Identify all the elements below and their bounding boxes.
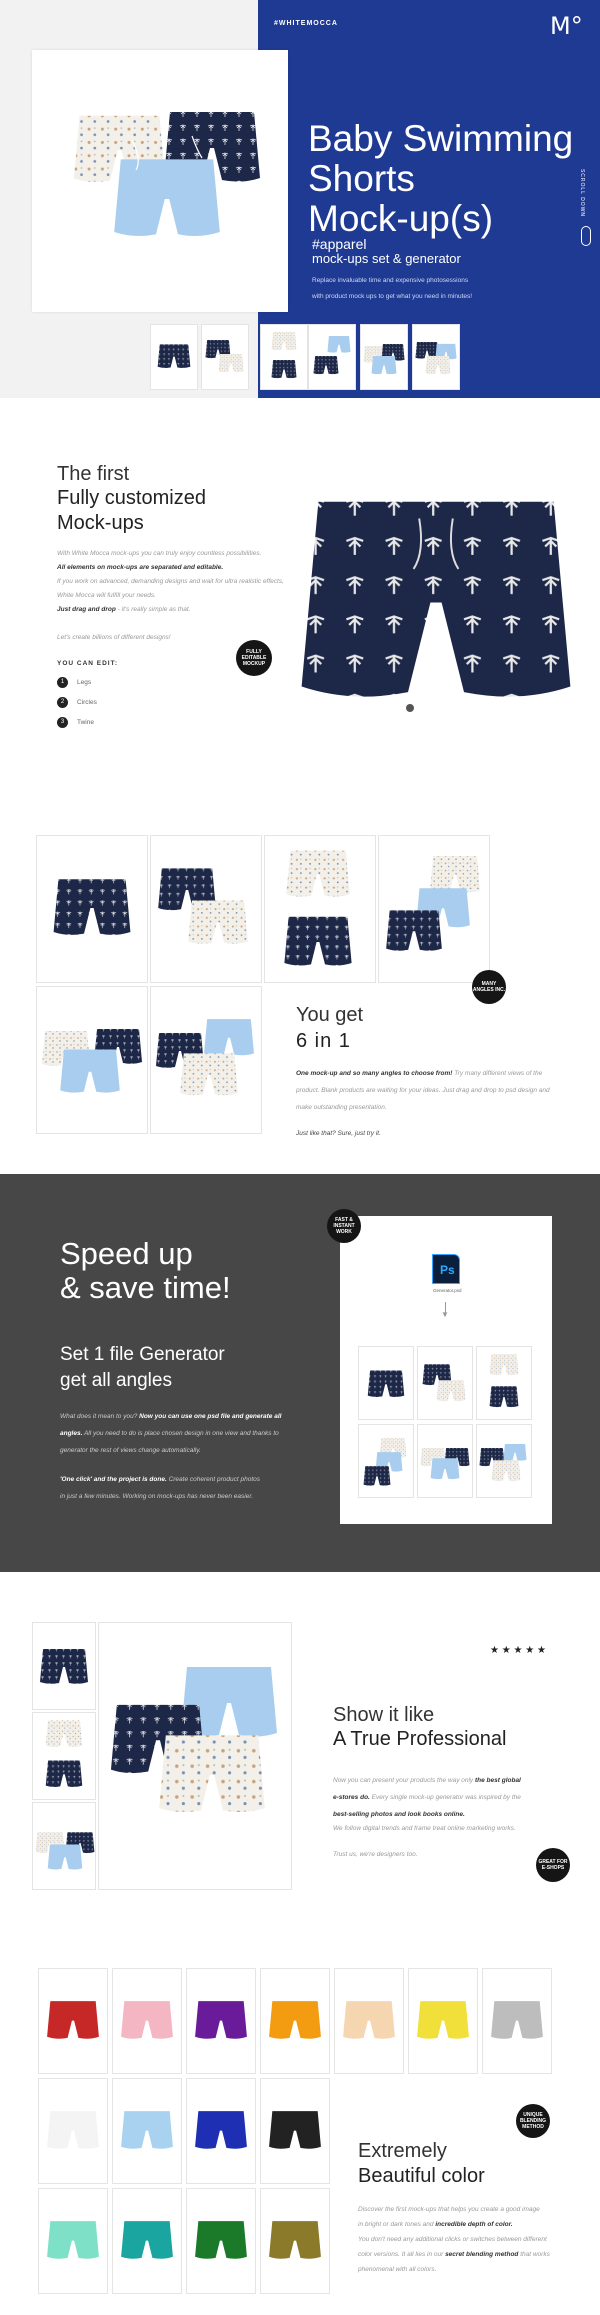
row3-swatch-1[interactable]	[38, 2188, 108, 2294]
angle-cell-3[interactable]	[264, 835, 376, 983]
speed-p1	[60, 1413, 281, 1420]
gen-cell-3[interactable]	[476, 1346, 532, 1420]
custom-navy-shorts-image	[296, 490, 576, 715]
slider-dot[interactable]	[406, 704, 414, 712]
angle-cell-5[interactable]	[36, 986, 148, 1134]
angles-heading-light: You get	[296, 1004, 364, 1026]
psd-caption: Generator.psd	[433, 1288, 462, 1293]
color-p1: Discover the first mock-ups that helps you create a good image	[358, 2206, 540, 2213]
color-heading-bold: Beautiful color	[358, 2165, 485, 2187]
edit-label-legs: Legs	[77, 679, 92, 686]
angle-cell-4[interactable]	[378, 835, 490, 983]
custom-p3: If you work on advanced, demanding designs and wait for ultra realistic effects,	[57, 578, 284, 585]
edit-label-twine: Twine	[77, 719, 94, 726]
pro-p1	[333, 1777, 521, 1784]
angle-cell-2[interactable]	[150, 835, 262, 983]
pro-p2-rest: Every single mock-up generator was inspired by the	[369, 1794, 521, 1801]
pro-p1-start: Now you can present your products the way only	[333, 1777, 474, 1784]
speed-p2-bold: angles.	[60, 1430, 83, 1437]
pro-thumb-1[interactable]	[32, 1622, 96, 1710]
down-arrow-head-icon: ▼	[441, 1310, 449, 1319]
psd-file-icon[interactable]	[432, 1254, 460, 1284]
angles-p1	[296, 1070, 542, 1077]
custom-heading-light: The first	[57, 463, 130, 485]
custom-p5-rest: - it's really simple as that.	[115, 606, 191, 613]
gen-cell-1[interactable]	[358, 1346, 414, 1420]
badge-great-for-eshops: GREAT FOR E-SHOPS	[536, 1848, 570, 1882]
hero-thumb-6[interactable]	[412, 324, 460, 390]
pro-thumb-3[interactable]	[32, 1802, 96, 1890]
speed-p1-bold: Now you can use one psd file and generate all	[137, 1413, 282, 1420]
badge-unique-blending: UNIQUE BLENDING METHOD	[516, 2104, 550, 2138]
gen-cell-5[interactable]	[417, 1424, 473, 1498]
angles-p1-bold: One mock-up and so many angles to choose from!	[296, 1070, 453, 1077]
pro-main-image	[98, 1622, 292, 1890]
hero-desc-line1: Replace invaluable time and expensive photosessions	[312, 277, 469, 284]
logo[interactable]: M°	[550, 12, 583, 40]
rating-stars: ★ ★ ★ ★ ★	[490, 1645, 546, 1656]
pro-p3: best-selling photos and look books online.	[333, 1811, 465, 1818]
angles-p4: Just like that? Sure, just try it.	[296, 1130, 381, 1137]
speed-p2-rest: All you need to do is place chosen design in one view and thanks to	[82, 1430, 279, 1437]
row1-swatch-7[interactable]	[482, 1968, 552, 2074]
hero-thumb-4[interactable]	[308, 324, 356, 390]
color-p5: phenomenal with all colors.	[358, 2266, 437, 2273]
row1-swatch-2[interactable]	[112, 1968, 182, 2074]
row1-swatch-6[interactable]	[408, 1968, 478, 2074]
row3-swatch-4[interactable]	[260, 2188, 330, 2294]
edit-num-3: 3	[57, 717, 68, 728]
custom-p1: With White Mocca mock-ups you can truly enjoy countless possibilities.	[57, 550, 262, 557]
scroll-label: SCROLL DOWN	[579, 168, 586, 218]
pro-p5: Trust us, we're designers too.	[333, 1851, 418, 1858]
angles-p2: product. Blank products are waiting for your ideas. Just drag and drop to psd design and	[296, 1087, 550, 1094]
hero-hashtag: #apparel	[312, 236, 367, 252]
badge-fully-editable: FULLY EDITABLE MOCKUP	[236, 640, 272, 676]
row1-swatch-3[interactable]	[186, 1968, 256, 2074]
row1-swatch-1[interactable]	[38, 1968, 108, 2074]
speed-p1-start: What does it mean to you?	[60, 1413, 138, 1420]
gen-cell-6[interactable]	[476, 1424, 532, 1498]
pro-p1-bold: the best global	[473, 1777, 521, 1784]
angles-heading-bold: 6 in 1	[296, 1030, 351, 1052]
brand-tag[interactable]: #WHITEMOCCA	[274, 20, 338, 27]
hero-thumb-1[interactable]	[150, 324, 198, 390]
color-p3: You don't need any additional clicks or switches between different	[358, 2236, 547, 2243]
pro-heading-bold: A True Professional	[333, 1728, 507, 1750]
hero-thumb-3[interactable]	[260, 324, 308, 390]
speed-heading-2: & save time!	[60, 1270, 231, 1305]
angles-p1-rest: Try many different views of the	[452, 1070, 543, 1077]
hero-title-line1: Baby Swimming	[308, 118, 574, 159]
hero-thumb-5[interactable]	[360, 324, 408, 390]
pro-p4: We follow digital trends and frame treat online marketing works.	[333, 1825, 516, 1832]
color-p2-bold: incredible depth of color.	[433, 2221, 513, 2228]
psd-icon-label: Ps	[440, 1263, 455, 1277]
hero-desc-line2: with product mock ups to get what you need in minutes!	[312, 293, 473, 300]
badge-many-angles: MANY ANGLES INC.	[472, 970, 506, 1004]
speed-sub-bold: get all angles	[60, 1370, 172, 1391]
scroll-down-button[interactable]	[581, 226, 591, 246]
custom-p4: White Mocca will fulfill your needs.	[57, 592, 156, 599]
edit-num-1: 1	[57, 677, 68, 688]
speed-p4-bold: 'One click' and the project is done.	[60, 1476, 167, 1483]
custom-heading-bold-2: Mock-ups	[57, 512, 144, 534]
hero-shorts-image	[32, 50, 288, 312]
hero-title-line2: Shorts	[308, 158, 415, 199]
row2-swatch-3[interactable]	[186, 2078, 256, 2184]
angles-p3: make outstanding presentation.	[296, 1104, 387, 1111]
hero-image-card	[32, 50, 288, 312]
speed-p3: generator the rest of views change automatically.	[60, 1447, 201, 1454]
badge-fast-instant: FAST & INSTANT WORK	[327, 1209, 361, 1243]
row3-swatch-3[interactable]	[186, 2188, 256, 2294]
speed-p4-rest: Create coherent product photos	[166, 1476, 260, 1483]
pro-p2-bold: e-stores do.	[333, 1794, 370, 1801]
row2-swatch-4[interactable]	[260, 2078, 330, 2184]
pro-p2	[333, 1794, 521, 1801]
row3-swatch-2[interactable]	[112, 2188, 182, 2294]
speed-sub-light: Set 1 file Generator	[60, 1344, 225, 1365]
can-edit-label: YOU CAN EDIT:	[57, 660, 119, 667]
gen-cell-4[interactable]	[358, 1424, 414, 1498]
angle-cell-6[interactable]	[150, 986, 262, 1134]
gen-cell-2[interactable]	[417, 1346, 473, 1420]
speed-heading-1: Speed up	[60, 1236, 193, 1271]
row2-swatch-2[interactable]	[112, 2078, 182, 2184]
custom-p2: All elements on mock-ups are separated and editable.	[57, 564, 224, 571]
edit-label-circles: Circles	[77, 699, 97, 706]
row2-swatch-1[interactable]	[38, 2078, 108, 2184]
pro-thumb-2[interactable]	[32, 1712, 96, 1800]
color-p4	[358, 2251, 550, 2258]
pro-heading-light: Show it like	[333, 1704, 435, 1726]
hero-title-line3: Mock-up(s)	[308, 198, 494, 239]
angle-cell-1[interactable]	[36, 835, 148, 983]
color-p4-end: that works	[518, 2251, 550, 2258]
color-p2	[358, 2221, 513, 2228]
row1-swatch-5[interactable]	[334, 1968, 404, 2074]
custom-heading-bold-1: Fully customized	[57, 487, 206, 509]
color-heading-light: Extremely	[358, 2140, 447, 2162]
hero-subtitle: mock-ups set & generator	[312, 251, 461, 266]
speed-p2	[60, 1430, 279, 1437]
row1-swatch-4[interactable]	[260, 1968, 330, 2074]
custom-p5-bold: Just drag and drop	[57, 606, 116, 613]
hero-thumb-2[interactable]	[201, 324, 249, 390]
color-p4-bold: secret blending method	[443, 2251, 519, 2258]
speed-p4	[60, 1476, 260, 1483]
custom-p5	[57, 606, 190, 613]
color-p4-start: color versions. It all lies in our	[358, 2251, 444, 2258]
edit-num-2: 2	[57, 697, 68, 708]
custom-p6: Let's create billions of different designs!	[57, 634, 171, 641]
speed-p5: in just a few minutes. Working on mock-ups has never been easier.	[60, 1493, 254, 1500]
color-p2-start: in bright or dark tones and	[358, 2221, 434, 2228]
